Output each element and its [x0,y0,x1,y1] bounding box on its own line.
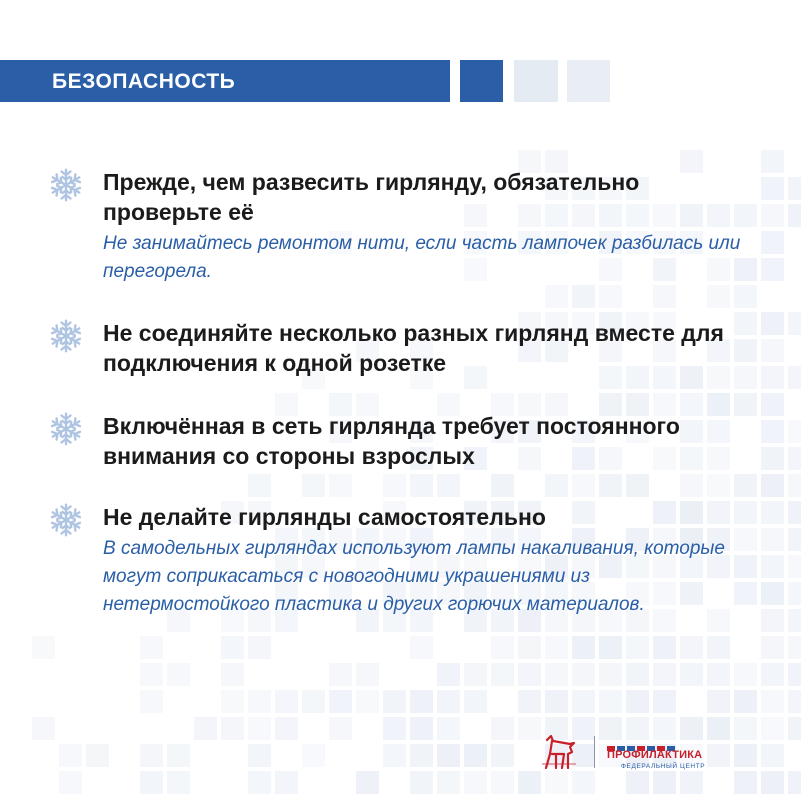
background-tile [383,717,406,740]
background-tile [491,771,514,794]
background-tile [761,312,784,335]
background-tile [761,339,784,362]
safety-item-title: Включённая в сеть гирлянда требует постоянного внимания со стороны взрослых [103,413,680,469]
safety-item-4 [48,502,748,619]
background-tile [626,474,649,497]
background-tile [788,528,801,551]
background-tile [383,690,406,713]
background-tile [464,744,487,767]
header-banner [0,60,450,102]
background-tile [464,690,487,713]
background-tile [491,744,514,767]
background-tile [248,690,271,713]
background-tile [572,636,595,659]
background-tile [761,420,784,443]
background-tile [491,474,514,497]
header-title: БЕЗОПАСНОСТЬ [52,70,236,93]
background-tile [788,366,801,389]
background-tile [761,150,784,173]
background-tile [221,636,244,659]
background-tile [221,690,244,713]
header-square-blue [460,60,503,102]
background-tile [653,636,676,659]
background-tile [275,690,298,713]
background-tile [761,447,784,470]
background-tile [194,717,217,740]
background-tile [356,663,379,686]
background-tile [545,285,568,308]
background-tile [545,690,568,713]
background-tile [761,258,784,281]
background-tile [626,690,649,713]
horse-logo-icon [538,730,584,776]
background-tile [329,690,352,713]
background-tile [761,555,784,578]
background-tile [788,177,801,200]
background-tile [248,636,271,659]
background-tile [761,636,784,659]
background-tile [788,204,801,227]
background-tile [545,474,568,497]
snowflake-icon [48,318,84,354]
background-tile [788,501,801,524]
background-tile [437,690,460,713]
background-tile [329,717,352,740]
background-tile [761,663,784,686]
background-tile [383,474,406,497]
background-tile [680,636,703,659]
background-tile [653,690,676,713]
background-tile [599,663,622,686]
background-tile [599,285,622,308]
background-tile [788,474,801,497]
snowflake-icon [48,502,84,538]
background-tile [491,636,514,659]
background-tile [275,771,298,794]
background-tile [518,663,541,686]
background-tile [761,690,784,713]
background-tile [788,420,801,443]
logo-divider [594,736,595,768]
background-tile [167,744,190,767]
background-tile [491,663,514,686]
background-tile [437,717,460,740]
background-tile [599,690,622,713]
background-tile [140,690,163,713]
background-tile [491,717,514,740]
background-tile [734,663,757,686]
background-tile [59,744,82,767]
background-tile [761,771,784,794]
background-tile [410,690,433,713]
background-tile [545,636,568,659]
safety-item-description: Не занимайтесь ремонтом нити, если часть лампочек разбилась или перегорела. [103,233,741,282]
background-tile [437,474,460,497]
background-tile [302,690,325,713]
background-tile [140,663,163,686]
background-tile [761,177,784,200]
background-tile [302,474,325,497]
background-tile [464,771,487,794]
background-tile [410,474,433,497]
background-tile [329,663,352,686]
background-tile [248,771,271,794]
background-tile [788,555,801,578]
background-tile [680,663,703,686]
background-tile [599,636,622,659]
background-tile [32,636,55,659]
safety-item-1 [48,167,748,286]
background-tile [437,771,460,794]
background-tile [761,474,784,497]
background-tile [788,582,801,605]
background-tile [572,690,595,713]
background-tile [761,528,784,551]
background-tile [680,474,703,497]
background-tile [761,609,784,632]
header-square-light [514,60,558,102]
background-tile [356,771,379,794]
background-tile [761,582,784,605]
background-tile [707,636,730,659]
background-tile [734,285,757,308]
background-tile [599,474,622,497]
background-tile [410,717,433,740]
background-tile [788,717,801,740]
background-tile [221,663,244,686]
background-tile [653,285,676,308]
background-tile [140,771,163,794]
background-tile [572,285,595,308]
background-tile [761,501,784,524]
background-tile [761,717,784,740]
background-tile [707,690,730,713]
background-tile [761,231,784,254]
background-tile [761,366,784,389]
background-tile [707,474,730,497]
background-tile [761,204,784,227]
background-tile [86,744,109,767]
background-tile [788,663,801,686]
background-tile [788,771,801,794]
logo-name: ПРОФИЛАКТИКА [607,749,703,761]
background-tile [356,690,379,713]
background-tile [545,663,568,686]
safety-item-description: В самодельных гирляндах используют лампы накаливания, которые могут соприкасаться с новогодними украшениями из нетермостойкого пластика и других горючих материалов. [103,538,725,615]
safety-item-title: Не соединяйте несколько разных гирлянд вместе для подключения к одной розетке [103,320,724,376]
background-tile [653,663,676,686]
snowflake-icon [48,167,84,203]
background-tile [518,636,541,659]
footer-logo [530,728,740,778]
background-tile [572,663,595,686]
safety-item-3 [48,411,748,471]
background-tile [32,717,55,740]
background-tile [248,474,271,497]
background-tile [761,744,784,767]
background-tile [788,312,801,335]
background-tile [518,690,541,713]
background-tile [572,474,595,497]
background-tile [626,663,649,686]
background-tile [302,744,325,767]
snowflake-icon [48,411,84,447]
header-square-light [567,60,610,102]
background-tile [248,744,271,767]
background-tile [437,744,460,767]
background-tile [437,663,460,686]
background-tile [464,663,487,686]
background-tile [761,393,784,416]
background-tile [410,771,433,794]
background-tile [140,636,163,659]
logo-subtitle: ФЕДЕРАЛЬНЫЙ ЦЕНТР [621,763,706,770]
background-tile [788,609,801,632]
background-tile [410,744,433,767]
background-tile [140,744,163,767]
background-tile [734,690,757,713]
background-tile [788,636,801,659]
background-tile [248,717,271,740]
background-tile [167,663,190,686]
background-tile [734,474,757,497]
safety-item-title: Не делайте гирлянды самостоятельно [103,504,546,530]
background-tile [383,744,406,767]
background-tile [707,663,730,686]
safety-item-title: Прежде, чем развесить гирлянду, обязательно проверьте её [103,169,640,225]
safety-item-2 [48,318,748,378]
background-tile [788,447,801,470]
background-tile [59,771,82,794]
background-tile [329,474,352,497]
background-tile [707,285,730,308]
background-tile [410,636,433,659]
background-tile [275,717,298,740]
background-tile [221,717,244,740]
background-tile [626,636,649,659]
background-tile [788,690,801,713]
background-tile [167,771,190,794]
